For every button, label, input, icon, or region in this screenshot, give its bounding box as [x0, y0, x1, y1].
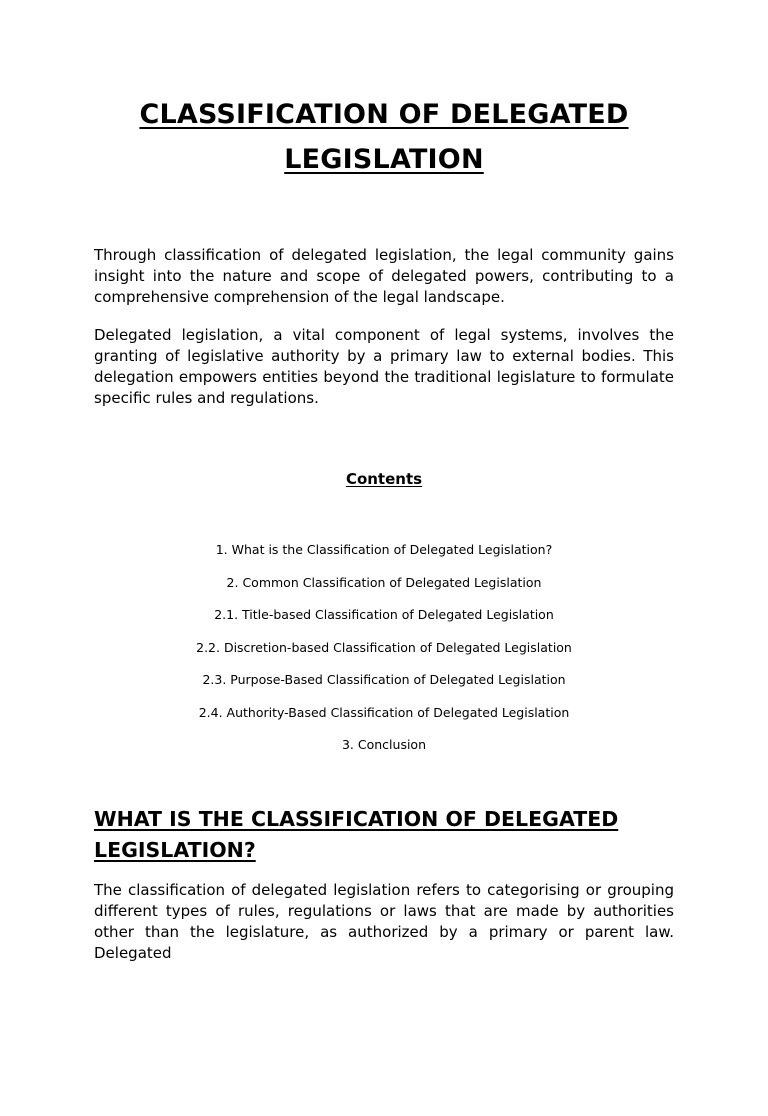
- intro-paragraph-1: Through classification of delegated legislation, the legal community gains insight into the nature and scope of delegated powers, contributing to a comprehensive comprehension of the legal landscape.: [94, 246, 674, 306]
- document-title: CLASSIFICATION OF DELEGATED LEGISLATION: [139, 99, 629, 175]
- document-page: [0, 92, 768, 1116]
- contents-heading: Contents: [345, 470, 423, 488]
- toc-item-2-1[interactable]: 2.1. Title-based Classification of Delegated Legislation: [214, 607, 554, 622]
- section-paragraph: The classification of delegated legislation refers to categorising or grouping different types of rules, regulations or laws that are made by authorities other than the legislature, as authorized by a primary or parent law. Delegated: [94, 881, 674, 962]
- toc-item-2-3[interactable]: 2.3. Purpose-Based Classification of Delegated Legislation: [202, 672, 566, 687]
- section-heading: WHAT IS THE CLASSIFICATION OF DELEGATED LEGISLATION?: [94, 807, 619, 862]
- toc-item-2-2[interactable]: 2.2. Discretion-based Classification of Delegated Legislation: [196, 639, 572, 655]
- toc-item-1[interactable]: 1. What is the Classification of Delegated Legislation?: [215, 542, 553, 557]
- intro-paragraph-2: Delegated legislation, a vital component of legal systems, involves the granting of legislative authority by a primary law to external bodies. This delegation empowers entities beyond the traditional legislature to formulate specific rules and regulations.: [94, 326, 674, 407]
- table-of-contents: [94, 541, 674, 754]
- toc-item-2-4[interactable]: 2.4. Authority-Based Classification of Delegated Legislation: [198, 704, 570, 720]
- toc-item-3[interactable]: 3. Conclusion: [341, 737, 427, 752]
- toc-item-2[interactable]: 2. Common Classification of Delegated Legislation: [226, 574, 542, 590]
